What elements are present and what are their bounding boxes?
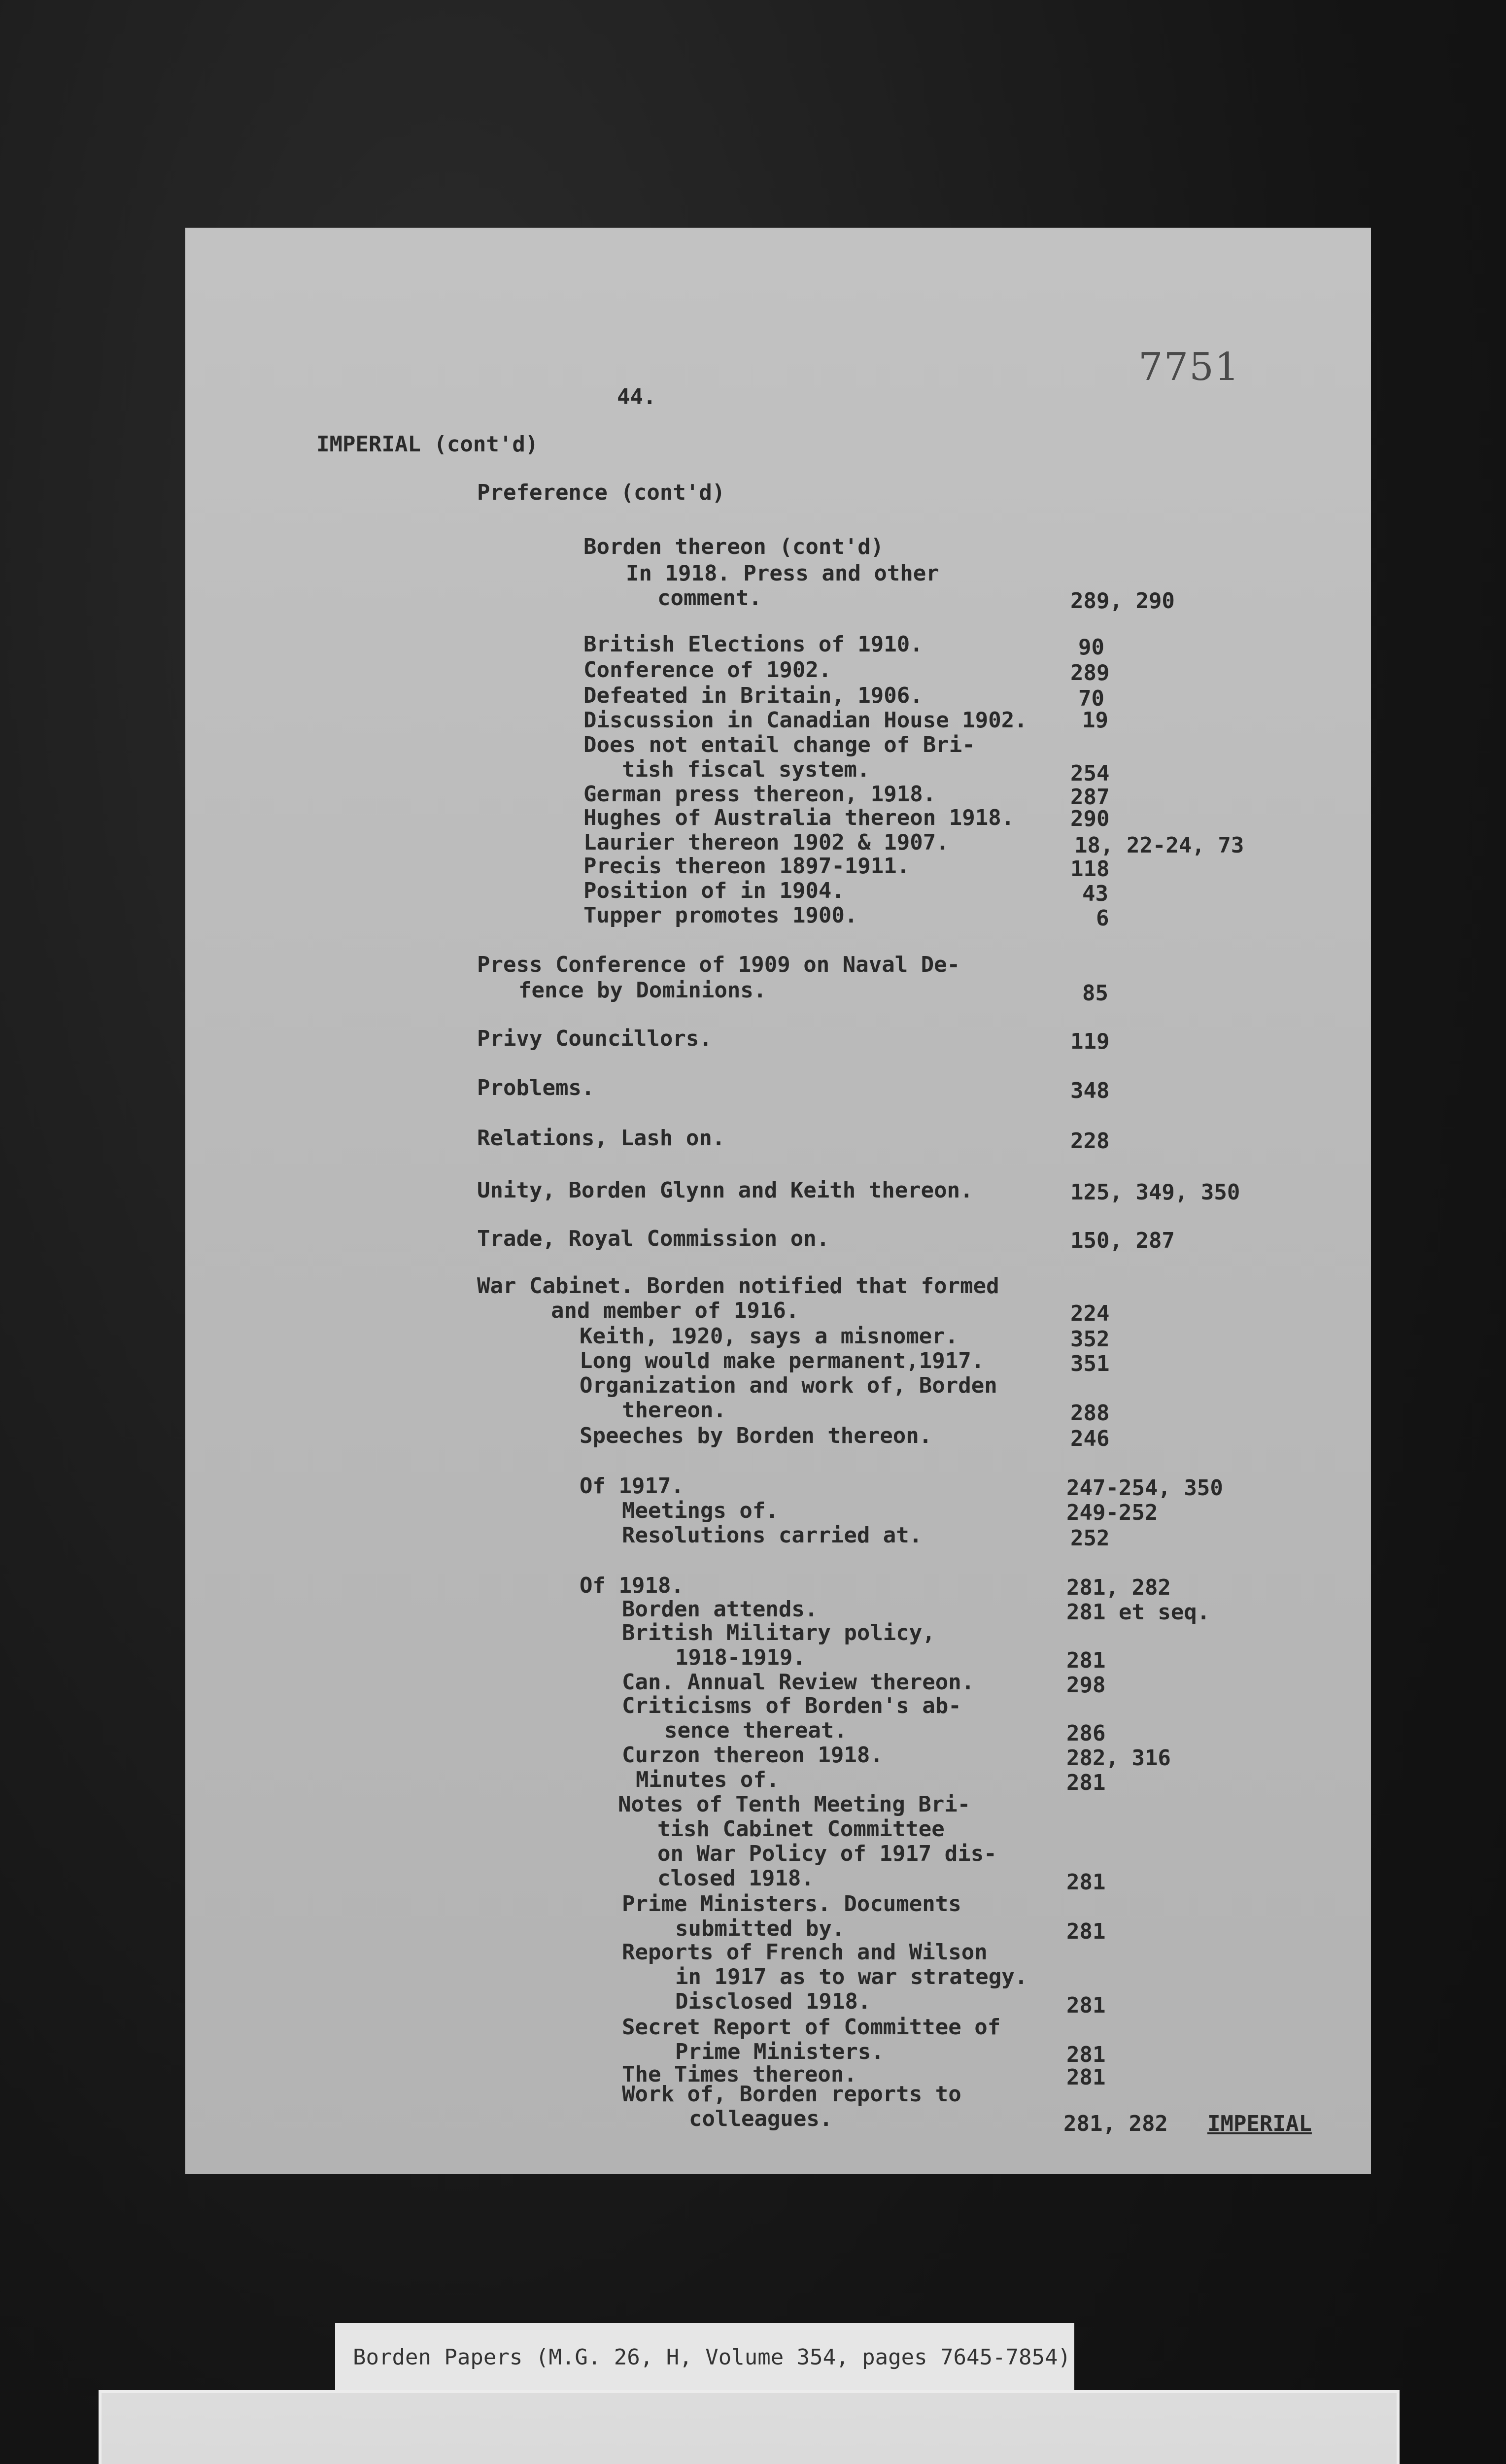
entry-text: colleagues. [689,2106,833,2131]
entry-text: The Times thereon. [622,2062,857,2087]
subheading: Preference (cont'd) [477,480,725,505]
entry-pages: 281 [1066,1870,1106,1895]
entry-text: Organization and work of, Borden [580,1373,997,1398]
entry-text: British Elections of 1910. [583,632,923,657]
entry-text: Unity, Borden Glynn and Keith thereon. [477,1178,973,1203]
entry-text: sence thereat. [664,1718,847,1743]
entry-text: Discussion in Canadian House 1902. [583,708,1027,733]
entry-text: tish fiscal system. [622,757,870,782]
entry-text: Borden attends. [622,1597,818,1622]
entry-pages: 90 [1078,635,1104,660]
entry-text: Prime Ministers. Documents [622,1891,961,1916]
entry-pages: 125, 349, 350 [1070,1180,1240,1205]
entry-text: Borden thereon (cont'd) [583,534,884,559]
entry-text: Of 1918. [580,1573,684,1598]
entry-text: German press thereon, 1918. [583,782,936,807]
entry-pages: 282, 316 [1066,1745,1171,1771]
entry-text: fence by Dominions. [518,978,767,1003]
entry-text: Does not entail change of Bri- [583,732,975,757]
entry-pages: 18, 22-24, 73 [1074,833,1244,858]
entry-pages: 85 [1082,981,1108,1006]
entry-pages: 289 [1070,660,1110,685]
entry-pages: 288 [1070,1401,1110,1426]
archives-footer [99,2390,1400,2464]
entry-pages: 70 [1078,686,1104,711]
entry-text: Meetings of. [622,1498,779,1523]
entry-text: Of 1917. [580,1473,684,1499]
stamp-number: 7751 [1138,345,1240,389]
entry-text: Relations, Lash on. [477,1126,725,1151]
entry-text: Disclosed 1918. [675,1989,871,2014]
entry-text: Hughes of Australia thereon 1918. [583,805,1015,830]
entry-text: Minutes of. [636,1767,780,1792]
entry-pages: 298 [1066,1673,1106,1698]
entry-pages: 289, 290 [1070,588,1175,614]
entry-text: Prime Ministers. [675,2039,884,2064]
entry-pages: 254 [1070,761,1110,786]
entry-text: thereon. [622,1398,726,1423]
entry-text: Secret Report of Committee of [622,2015,1001,2040]
entry-text: British Military policy, [622,1620,935,1645]
entry-text: comment. [657,585,762,611]
entry-pages: 19 [1082,708,1108,733]
entry-pages: 43 [1082,881,1108,906]
entry-pages: 281 [1066,1648,1106,1673]
entry-text: Can. Annual Review thereon. [622,1670,975,1695]
entry-pages: 352 [1070,1327,1110,1352]
entry-pages: 281 [1066,1919,1106,1944]
entry-text: submitted by. [675,1916,845,1941]
entry-text: Speeches by Borden thereon. [580,1423,932,1448]
entry-text: Problems. [477,1075,595,1100]
entry-text: Tupper promotes 1900. [583,903,858,928]
entry-pages: 281 [1066,2065,1106,2090]
entry-pages: 281, 282 [1063,2111,1168,2136]
entry-pages: 224 [1070,1301,1110,1326]
entry-pages: 247-254, 350 [1066,1475,1223,1501]
entry-pages: 249-252 [1066,1500,1158,1525]
entry-pages: 287 [1070,785,1110,810]
entry-text: Criticisms of Borden's ab- [622,1693,961,1718]
entry-text: tish Cabinet Committee [657,1816,945,1842]
entry-pages: 252 [1070,1526,1110,1551]
entry-pages: 281 [1066,2042,1106,2067]
page-number: 44. [617,384,656,410]
entry-text: Press Conference of 1909 on Naval De- [477,952,960,977]
entry-text: Keith, 1920, says a misnomer. [580,1324,958,1349]
entry-text: Trade, Royal Commission on. [477,1226,830,1251]
entry-text: In 1918. Press and other [626,561,939,586]
collection-label: Borden Papers (M.G. 26, H, Volume 354, pages 7645-7854) [335,2323,1074,2391]
entry-pages: 6 [1096,906,1109,931]
entry-text: War Cabinet. Borden notified that formed [477,1273,999,1299]
entry-text: Work of, Borden reports to [622,2082,961,2107]
entry-pages: 246 [1070,1426,1110,1451]
entry-text: closed 1918. [657,1866,814,1891]
entry-text: 1918-1919. [675,1645,806,1670]
running-head: IMPERIAL [1207,2111,1312,2136]
entry-text: Reports of French and Wilson [622,1940,988,1965]
entry-pages: 290 [1070,806,1110,831]
entry-text: Conference of 1902. [583,657,832,683]
entry-pages: 118 [1070,856,1110,882]
entry-pages: 150, 287 [1070,1228,1175,1253]
entry-text: Notes of Tenth Meeting Bri- [618,1792,971,1817]
entry-text: Resolutions carried at. [622,1523,923,1548]
entry-text: in 1917 as to war strategy. [675,1964,1028,1989]
entry-pages: 281 et seq. [1066,1600,1210,1625]
entry-pages: 351 [1070,1351,1110,1376]
entry-text: Long would make permanent,1917. [580,1348,985,1373]
entry-pages: 119 [1070,1029,1110,1054]
entry-pages: 281, 282 [1066,1575,1171,1600]
entry-text: Precis thereon 1897-1911. [583,854,910,879]
entry-text: Laurier thereon 1902 & 1907. [583,830,949,855]
entry-text: Privy Councillors. [477,1026,712,1051]
entry-pages: 348 [1070,1078,1110,1103]
entry-text: and member of 1916. [551,1298,799,1323]
section-heading: IMPERIAL (cont'd) [316,432,539,457]
entry-pages: 228 [1070,1129,1110,1154]
entry-pages: 286 [1066,1721,1106,1746]
entry-text: on War Policy of 1917 dis- [657,1841,997,1866]
entry-text: Defeated in Britain, 1906. [583,683,923,708]
entry-text: Position of in 1904. [583,878,845,903]
entry-pages: 281 [1066,1770,1106,1795]
entry-text: Curzon thereon 1918. [622,1743,883,1768]
entry-pages: 281 [1066,1993,1106,2018]
